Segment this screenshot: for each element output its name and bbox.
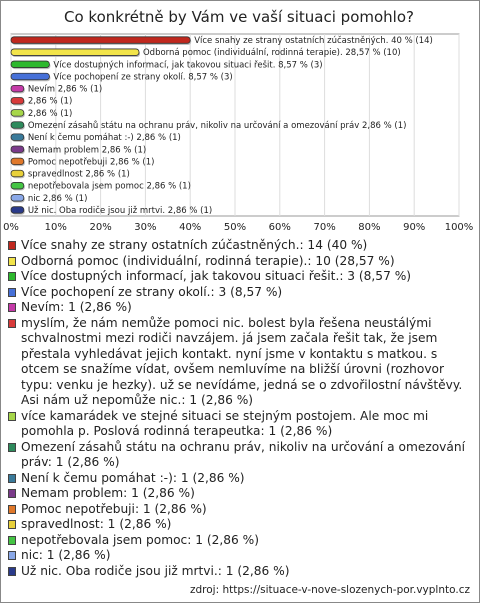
legend-label: Není k čemu pomáhat :-): 1 (2,86 %) [21, 470, 245, 485]
bar-chart [0, 0, 480, 235]
bar-label: Odborná pomoc (individuální, rodinná terapie). 28,57 % (10) [142, 48, 401, 59]
bar-label: Pomoc nepotřebuji 2,86 % (1) [27, 157, 155, 168]
legend-swatch [8, 489, 16, 498]
bar [11, 61, 49, 67]
bar [11, 207, 24, 214]
legend-swatch [8, 474, 16, 483]
bar [11, 122, 24, 129]
x-tick-label: 80% [358, 222, 381, 233]
bar [11, 85, 24, 92]
bar [11, 158, 24, 165]
legend-label: nic: 1 (2,86 %) [21, 548, 111, 562]
x-tick-label: 40% [179, 222, 202, 233]
bar [11, 49, 139, 56]
bar-label: 2,86 % (1) [27, 108, 73, 119]
legend-label: Pomoc nepotřebuji: 1 (2,86 %) [21, 501, 207, 516]
legend-item [8, 486, 474, 502]
x-tick-label: 70% [313, 222, 336, 233]
legend-swatch [8, 536, 16, 545]
legend-label: Více pochopení ze strany okolí.: 3 (8,57 %) [21, 284, 283, 299]
legend-label: Více dostupných informací, jak takovou situaci řešit.: 3 (8,57 %) [21, 269, 412, 283]
source-note: zdroj: https://situace-v-nove-slozenych-por.vyplnto.cz [189, 584, 470, 596]
bar [11, 134, 24, 141]
legend-swatch [8, 412, 16, 421]
x-tick-label: 10% [44, 222, 67, 233]
bar-label: Omezení zásahů státu na ochranu práv, nikoliv na určování a omezování práv 2,86 % (1) [27, 121, 407, 131]
legend-swatch [8, 520, 16, 529]
legend-swatch [8, 505, 16, 514]
legend-swatch [8, 319, 16, 328]
legend-swatch [8, 551, 16, 560]
legend [8, 238, 474, 579]
bar-label: nepotřebovala jsem pomoc 2,86 % (1) [27, 181, 191, 192]
legend-swatch [8, 443, 16, 452]
bar-label: nic 2,86 % (1) [27, 193, 88, 204]
bar [11, 182, 24, 189]
legend-item [8, 533, 474, 549]
legend-item [8, 440, 474, 471]
bar-label: Nemam problem 2,86 % (1) [27, 145, 147, 156]
bar [11, 146, 24, 153]
bar [11, 195, 24, 202]
legend-item [8, 471, 474, 487]
legend-item [8, 238, 474, 254]
bar-label: spravedlnost 2,86 % (1) [27, 169, 130, 180]
bar-label: 2,86 % (1) [27, 96, 73, 107]
legend-item [8, 548, 474, 564]
legend-item [8, 254, 474, 270]
legend-item [8, 285, 474, 301]
legend-item [8, 300, 474, 316]
legend-label: Nevím: 1 (2,86 %) [21, 300, 132, 314]
bar-label: Více dostupných informací, jak takovou situaci řešit. 8,57 % (3) [53, 60, 323, 71]
legend-label: Nemam problem: 1 (2,86 %) [21, 486, 195, 500]
legend-label: myslím, že nám nemůže pomoci nic. bolest byla řešena neustálými schvalnostmi mezi rodiči navzájem. já jsem začala řešit tak, že jsem přestala vyhledávat jejich kontakt. nyní jsme v kontaktu s matkou. s otcem se snažíme vídat, ovšem nemluvíme na bližší úrovni (rozhovor typu: venku je hezky). už se nevídáme, jedná se o zdvořilostní návštěvy. Asi nám už nepomůže nic.: 1 (2,86 %) [21, 315, 463, 407]
bar [11, 37, 190, 44]
legend-item [8, 316, 474, 409]
legend-label: Více snahy ze strany ostatních zúčastněných.: 14 (40 %) [21, 238, 368, 252]
legend-item [8, 517, 474, 533]
bar [11, 97, 24, 104]
bar-label: Není k čemu pomáhat :-) 2,86 % (1) [27, 133, 181, 144]
x-tick-label: 100% [444, 222, 474, 233]
bar [11, 73, 49, 80]
legend-swatch [8, 288, 16, 297]
legend-swatch [8, 272, 16, 281]
x-tick-label: 20% [89, 222, 112, 233]
x-tick-label: 30% [134, 222, 157, 233]
legend-item [8, 564, 474, 580]
bar-label: Nevím 2,86 % (1) [27, 84, 103, 95]
legend-label: více kamarádek ve stejné situaci se stejným postojem. Ale moc mi pomohla p. Poslová rodinná terapeutka: 1 (2,86 %) [21, 408, 429, 438]
x-tick-label: 0% [3, 222, 19, 233]
legend-swatch [8, 257, 16, 266]
legend-swatch [8, 241, 16, 250]
legend-label: nepotřebovala jsem pomoc: 1 (2,86 %) [21, 532, 259, 547]
bar [11, 170, 24, 177]
legend-label: Už nic. Oba rodiče jsou již mrtvi.: 1 (2,86 %) [21, 563, 290, 578]
legend-swatch [8, 303, 16, 312]
legend-label: spravedlnost: 1 (2,86 %) [21, 517, 172, 531]
legend-item [8, 502, 474, 518]
legend-swatch [8, 567, 16, 576]
x-tick-label: 60% [268, 222, 291, 233]
x-tick-label: 50% [223, 222, 247, 233]
legend-item [8, 409, 474, 440]
bar-label: Už nic. Oba rodiče jsou již mrtvi. 2,86 % (1) [27, 205, 213, 216]
chart-title: Co konkrétně by Vám ve vaší situaci pomohlo? [64, 8, 414, 26]
bar [11, 110, 24, 117]
legend-item [8, 269, 474, 285]
legend-label: Odborná pomoc (individuální, rodinná terapie).: 10 (28,57 %) [21, 253, 395, 268]
bar-label: Více snahy ze strany ostatních zúčastněných. 40 % (14) [194, 36, 433, 47]
x-tick-label: 90% [403, 222, 426, 233]
bar-label: Více pochopení ze strany okolí. 8,57 % (3) [53, 72, 233, 83]
legend-label: Omezení zásahů státu na ochranu práv, nikoliv na určování a omezování práv: 1 (2,86 %) [21, 439, 465, 469]
